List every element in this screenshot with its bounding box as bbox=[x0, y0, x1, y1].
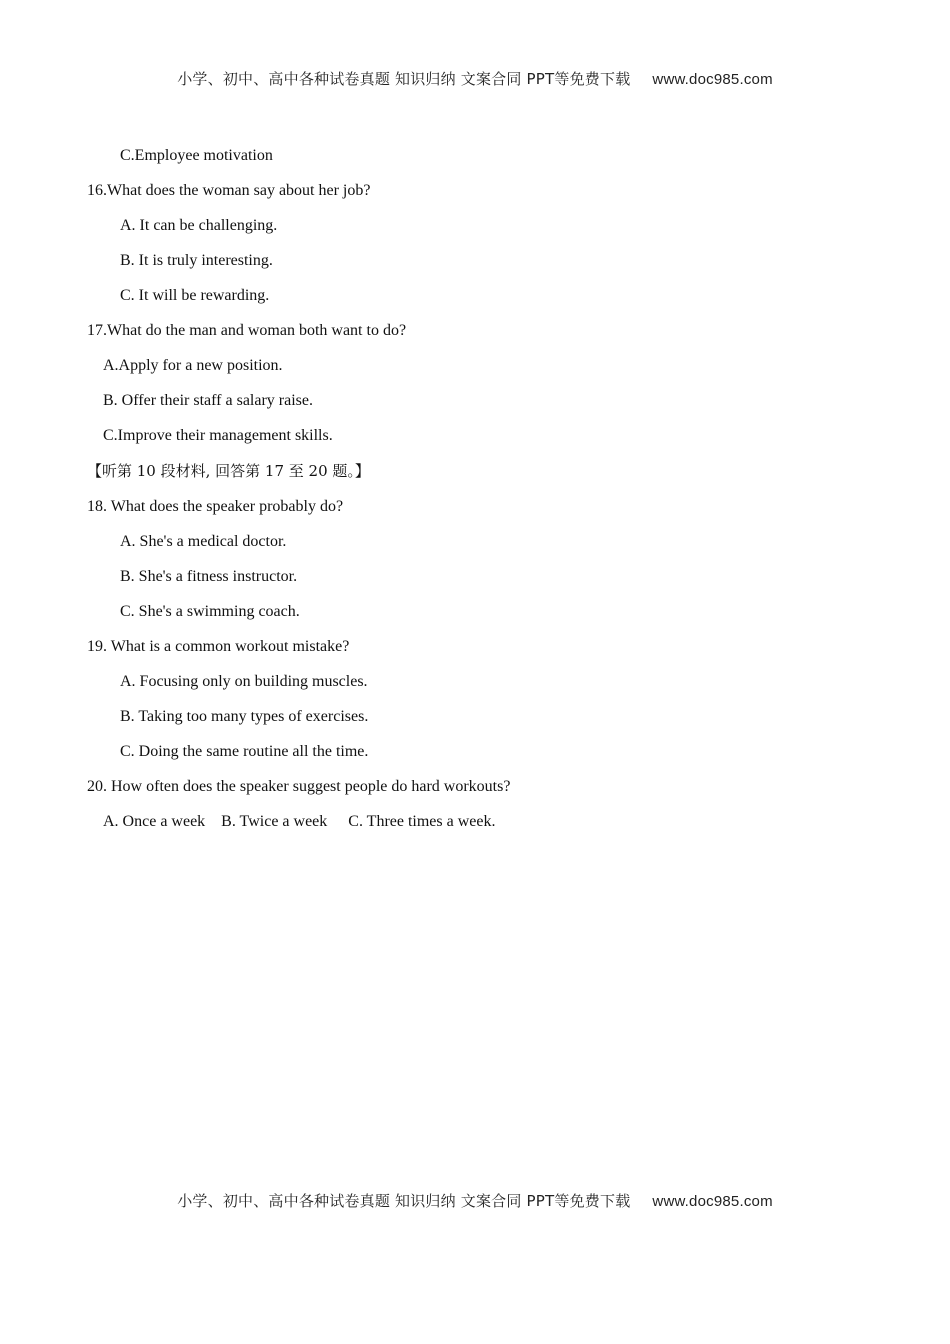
footer-url[interactable]: www.doc985.com bbox=[652, 1193, 773, 1210]
section-heading: 【听第 10 段材料, 回答第 17 至 20 题。】 bbox=[87, 462, 370, 480]
q16-option-c: C. It will be rewarding. bbox=[120, 287, 270, 304]
q15-option-c: C.Employee motivation bbox=[120, 147, 273, 164]
page-footer bbox=[0, 1190, 950, 1211]
question-18: 18. What does the speaker probably do? bbox=[87, 498, 344, 515]
q17-option-a: A.Apply for a new position. bbox=[103, 357, 283, 374]
question-17: 17.What do the man and woman both want to do? bbox=[87, 322, 407, 339]
q16-option-b: B. It is truly interesting. bbox=[120, 252, 273, 269]
header-text: 小学、初中、高中各种试卷真题 知识归纳 文案合同 PPT等免费下载 bbox=[177, 70, 631, 88]
header-url[interactable]: www.doc985.com bbox=[652, 71, 773, 88]
footer-text: 小学、初中、高中各种试卷真题 知识归纳 文案合同 PPT等免费下载 bbox=[177, 1192, 631, 1210]
q18-option-a: A. She's a medical doctor. bbox=[120, 533, 287, 550]
q20-option-b: B. Twice a week bbox=[221, 813, 328, 830]
q20-option-a: A. Once a week bbox=[103, 813, 206, 830]
q17-option-b: B. Offer their staff a salary raise. bbox=[103, 392, 313, 409]
q18-option-b: B. She's a fitness instructor. bbox=[120, 568, 298, 585]
q19-option-b: B. Taking too many types of exercises. bbox=[120, 708, 369, 725]
q20-options bbox=[103, 812, 496, 832]
q17-option-c: C.Improve their management skills. bbox=[103, 427, 333, 444]
q19-option-c: C. Doing the same routine all the time. bbox=[120, 743, 369, 760]
q20-option-c: C. Three times a week. bbox=[348, 813, 496, 830]
question-20: 20. How often does the speaker suggest people do hard workouts? bbox=[87, 778, 511, 795]
q16-option-a: A. It can be challenging. bbox=[120, 217, 278, 234]
q19-option-a: A. Focusing only on building muscles. bbox=[120, 673, 368, 690]
question-19: 19. What is a common workout mistake? bbox=[87, 638, 350, 655]
question-16: 16.What does the woman say about her job? bbox=[87, 182, 371, 199]
q18-option-c: C. She's a swimming coach. bbox=[120, 603, 300, 620]
